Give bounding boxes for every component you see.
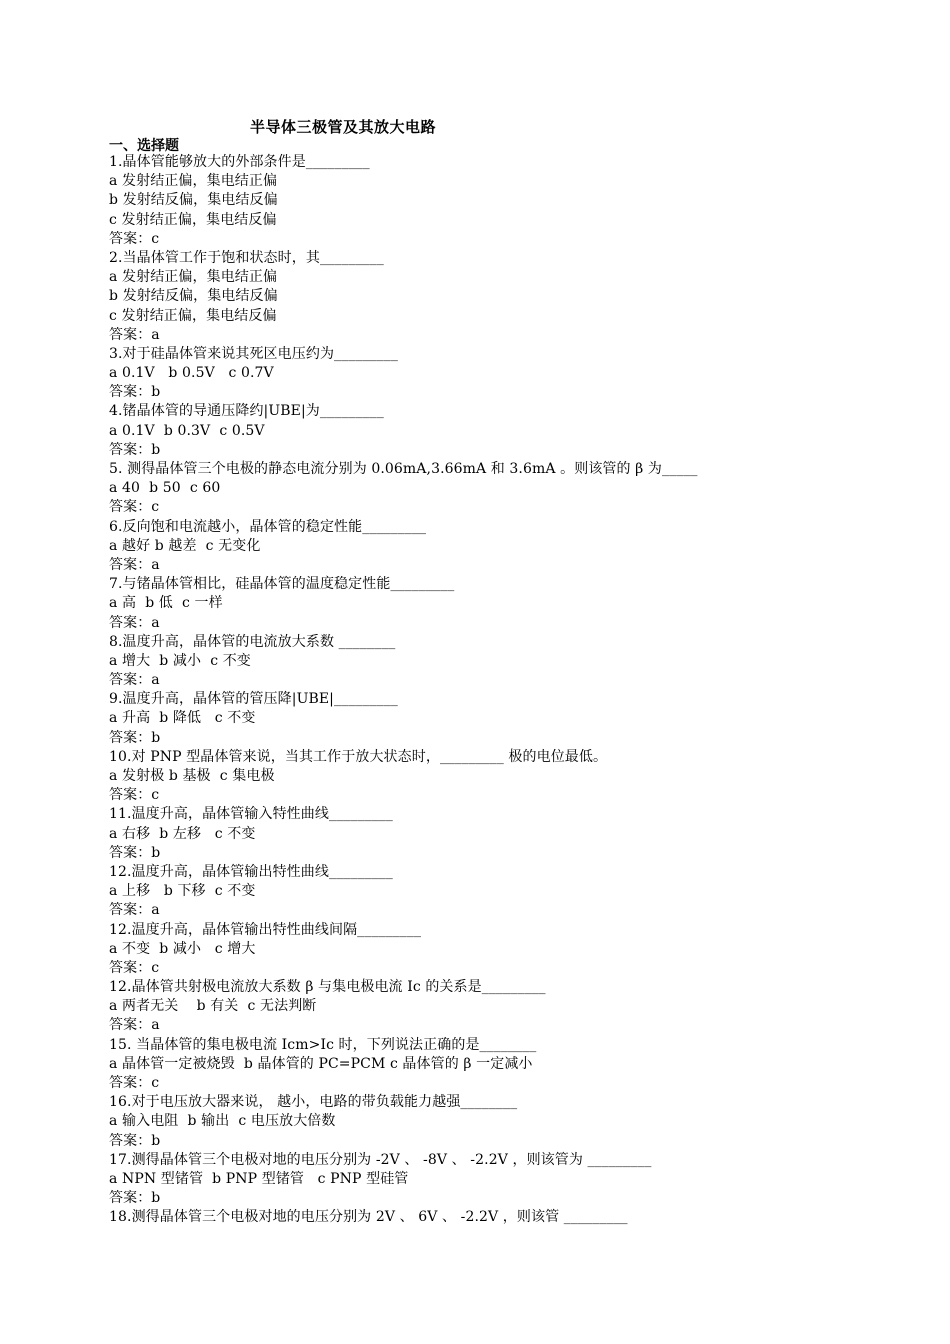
- options-line: a 发射结正偏，集电结正偏: [109, 173, 278, 190]
- options-line: c 发射结正偏，集电结反偏: [109, 211, 277, 228]
- options-line: a 上移 b 下移 c 不变: [109, 883, 256, 900]
- answer-line: 答案：a: [109, 1017, 160, 1034]
- section-heading: 一、选择题: [109, 138, 179, 154]
- options-line: a 发射极 b 基极 c 集电极: [109, 768, 275, 784]
- question-line: 1.晶体管能够放大的外部条件是_________: [109, 154, 370, 170]
- options-line: a 发射结正偏，集电结正偏: [109, 269, 278, 286]
- options-line: a 高 b 低 c 一样: [109, 595, 223, 612]
- options-line: a 两者无关 b 有关 c 无法判断: [109, 998, 317, 1015]
- options-line: a 40 b 50 c 60: [109, 480, 221, 497]
- answer-line: 答案：c: [109, 787, 160, 804]
- answer-line: 答案：a: [109, 326, 160, 343]
- question-line: 3.对于硅晶体管来说其死区电压约为_________: [109, 345, 398, 362]
- answer-line: 答案：b: [109, 729, 161, 746]
- answer-line: 答案：a: [109, 672, 160, 689]
- options-line: c 发射结正偏，集电结反偏: [109, 307, 277, 324]
- options-line: a 升高 b 降低 c 不变: [109, 710, 256, 727]
- answer-line: 答案：b: [109, 844, 161, 861]
- question-line: 16.对于电压放大器来说， 越小，电路的带负载能力越强________: [109, 1094, 518, 1111]
- answer-line: 答案：a: [109, 614, 160, 631]
- answer-line: 答案：b: [109, 441, 161, 458]
- question-line: 5. 测得晶体管三个电极的静态电流分别为 0.06mA,3.66mA 和 3.6mA 。则该管的 β 为_____: [109, 461, 698, 477]
- question-line: 8.温度升高，晶体管的电流放大系数 ________: [109, 633, 396, 650]
- answer-line: 答案：c: [109, 959, 160, 976]
- options-line: a 增大 b 减小 c 不变: [109, 652, 251, 669]
- question-line: 12.晶体管共射极电流放大系数 β 与集电极电流 Ic 的关系是_________: [109, 979, 546, 996]
- question-line: 4.锗晶体管的导通压降约|UBE|为_________: [109, 403, 384, 420]
- answer-line: 答案：b: [109, 384, 161, 401]
- answer-line: 答案：a: [109, 902, 160, 919]
- question-line: 12.温度升高，晶体管输出特性曲线间隔_________: [109, 921, 422, 938]
- options-line: a 输入电阻 b 输出 c 电压放大倍数: [109, 1113, 336, 1130]
- answer-line: 答案：b: [109, 1190, 161, 1207]
- question-line: 17.测得晶体管三个电极对地的电压分别为 -2V 、 -8V 、 -2.2V ，则该管为 _________: [109, 1151, 652, 1168]
- question-line: 11.温度升高，晶体管输入特性曲线_________: [109, 806, 393, 823]
- answer-line: 答案：b: [109, 1132, 161, 1149]
- question-line: 18.测得晶体管三个电极对地的电压分别为 2V 、 6V 、 -2.2V ，则该管 _________: [109, 1209, 628, 1226]
- answer-line: 答案：c: [109, 499, 160, 516]
- document-title: 半导体三极管及其放大电路: [250, 118, 437, 136]
- question-line: 9.温度升高，晶体管的管压降|UBE|_________: [109, 691, 398, 708]
- options-line: a NPN 型锗管 b PNP 型锗管 c PNP 型硅管: [109, 1170, 409, 1187]
- options-line: b 发射结反偏，集电结反偏: [109, 288, 278, 305]
- options-line: a 不变 b 减小 c 增大: [109, 940, 256, 957]
- options-line: a 0.1V b 0.5V c 0.7V: [109, 365, 274, 382]
- options-line: a 0.1V b 0.3V c 0.5V: [109, 422, 265, 439]
- options-line: a 越好 b 越差 c 无变化: [109, 537, 261, 554]
- answer-line: 答案：a: [109, 556, 160, 573]
- question-line: 10.对 PNP 型晶体管来说，当其工作于放大状态时，_________ 极的电位最低。: [109, 748, 608, 765]
- answer-line: 答案：c: [109, 230, 160, 247]
- question-line: 6.反向饱和电流越小，晶体管的稳定性能_________: [109, 518, 427, 535]
- options-line: b 发射结反偏，集电结反偏: [109, 192, 278, 209]
- answer-line: 答案：c: [109, 1075, 160, 1091]
- question-line: 15. 当晶体管的集电极电流 Icm>Ic 时，下列说法正确的是________: [109, 1036, 537, 1053]
- question-list: [109, 153, 698, 1228]
- question-line: 7.与锗晶体管相比，硅晶体管的温度稳定性能_________: [109, 576, 455, 593]
- options-line: a 右移 b 左移 c 不变: [109, 825, 256, 842]
- question-line: 2.当晶体管工作于饱和状态时，其_________: [109, 249, 384, 266]
- question-line: 12.温度升高，晶体管输出特性曲线_________: [109, 863, 393, 880]
- options-line: a 晶体管一定被烧毁 b 晶体管的 PC=PCM c 晶体管的 β 一定减小: [109, 1055, 533, 1072]
